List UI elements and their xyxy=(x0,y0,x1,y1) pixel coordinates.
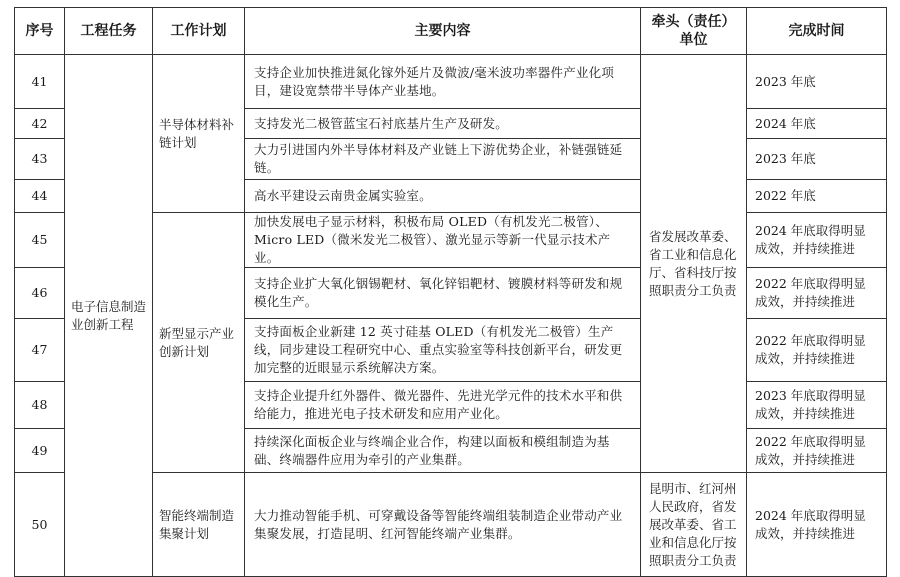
content-cell: 支持企业加快推进氮化镓外延片及微波/毫米波功率器件产业化项目，建设宽禁带半导体产业基地。 xyxy=(245,55,641,109)
time-cell: 2022 年底取得明显成效，并持续推进 xyxy=(747,319,887,382)
content-cell: 高水平建设云南贵金属实验室。 xyxy=(245,180,641,213)
content-cell: 大力推动智能手机、可穿戴设备等智能终端组装制造企业带动产业集聚发展，打造昆明、红河智能终端产业集群。 xyxy=(245,473,641,577)
row-number: 50 xyxy=(15,473,65,577)
row-number: 45 xyxy=(15,213,65,268)
plan-cell-display: 新型显示产业创新计划 xyxy=(153,213,245,473)
row-number: 42 xyxy=(15,109,65,139)
content-cell: 支持面板企业新建 12 英寸硅基 OLED（有机发光二极管）生产线，同步建设工程研究中心、重点实验室等科技创新平台，研发更加完整的近眼显示系统解决方案。 xyxy=(245,319,641,382)
plan-cell-terminal: 智能终端制造集聚计划 xyxy=(153,473,245,577)
content-cell: 加快发展电子显示材料，积极布局 OLED（有机发光二极管）、Micro LED（微米发光二极管）、激光显示等新一代显示技术产业。 xyxy=(245,213,641,268)
row-number: 43 xyxy=(15,139,65,180)
row-number: 49 xyxy=(15,429,65,473)
header-content: 主要内容 xyxy=(245,8,641,55)
row-number: 41 xyxy=(15,55,65,109)
plan-cell-semiconductor: 半导体材料补链计划 xyxy=(153,55,245,213)
time-cell: 2022 年底取得明显成效，并持续推进 xyxy=(747,429,887,473)
row-number: 47 xyxy=(15,319,65,382)
header-task: 工程任务 xyxy=(65,8,153,55)
lead-unit-cell: 省发展改革委、省工业和信息化厅、省科技厅按照职责分工负责 xyxy=(641,55,747,473)
time-cell: 2024 年底取得明显成效，并持续推进 xyxy=(747,473,887,577)
time-cell: 2023 年底 xyxy=(747,55,887,109)
row-number: 48 xyxy=(15,382,65,429)
time-cell: 2023 年底取得明显成效，并持续推进 xyxy=(747,382,887,429)
row-number: 46 xyxy=(15,268,65,319)
project-table xyxy=(14,7,887,577)
content-cell: 支持发光二极管蓝宝石衬底基片生产及研发。 xyxy=(245,109,641,139)
lead-unit-cell: 昆明市、红河州人民政府，省发展改革委、省工业和信息化厅按照职责分工负责 xyxy=(641,473,747,577)
table-row xyxy=(15,55,887,109)
content-cell: 支持企业提升红外器件、微光器件、先进光学元件的技术水平和供给能力，推进光电子技术研发和应用产业化。 xyxy=(245,382,641,429)
time-cell: 2022 年底 xyxy=(747,180,887,213)
content-cell: 支持企业扩大氧化铟锡靶材、氧化锌铝靶材、镀膜材料等研发和规模化生产。 xyxy=(245,268,641,319)
task-cell: 电子信息制造业创新工程 xyxy=(65,55,153,577)
time-cell: 2023 年底 xyxy=(747,139,887,180)
header-lead-line2: 单位 xyxy=(679,32,708,48)
header-plan: 工作计划 xyxy=(153,8,245,55)
header-lead-line1: 牵头（责任） xyxy=(651,14,736,30)
content-cell: 持续深化面板企业与终端企业合作，构建以面板和模组制造为基础、终端器件应用为牵引的产业集群。 xyxy=(245,429,641,473)
content-cell: 大力引进国内外半导体材料及产业链上下游优势企业，补链强链延链。 xyxy=(245,139,641,180)
header-lead xyxy=(641,8,747,55)
time-cell: 2022 年底取得明显成效，并持续推进 xyxy=(747,268,887,319)
time-cell: 2024 年底 xyxy=(747,109,887,139)
row-number: 44 xyxy=(15,180,65,213)
time-cell: 2024 年底取得明显成效，并持续推进 xyxy=(747,213,887,268)
header-row xyxy=(15,8,887,55)
header-time: 完成时间 xyxy=(747,8,887,55)
header-seq: 序号 xyxy=(15,8,65,55)
